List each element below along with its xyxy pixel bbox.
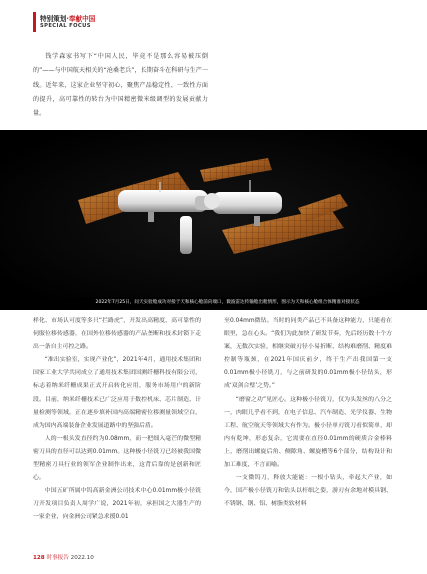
page-header bbox=[33, 12, 393, 42]
magazine-name: 时事报告 bbox=[46, 555, 69, 561]
section-dot: · bbox=[66, 15, 69, 23]
header-accent-bar bbox=[33, 12, 36, 32]
space-station-photo bbox=[0, 130, 427, 310]
section-subtitle: SPECIAL FOCUS bbox=[40, 23, 91, 29]
left-paragraph-3: 人的一根头发直径约为0.08mm，而一把细入毫芒的微型精密刀具的直径可以达到0.01mm。这种极小径铣刀已经被我国微型精密刀具行业的领军企业制作出来，这背后靠的是创新和匠心。 bbox=[33, 435, 201, 482]
page-number: 128 bbox=[33, 555, 45, 561]
photo-caption-text: 2022年7月25日，问天实验舱成功对接于天和核心舱前向端口，微波雷达传输舱出舱情形，图示为天和核心舱组合体精准对接状态 bbox=[95, 299, 360, 305]
section-title bbox=[40, 13, 95, 23]
photo-caption bbox=[60, 297, 395, 308]
section-topic: 奉献中国 bbox=[68, 15, 96, 23]
left-paragraph-4: 中国五矿所属中钨高新金洲公司技术中心0.01mm极小径铣刀开发项目负责人周学广说，2021年初，承担国之大器生产的一家企业，向金洲公司紧急求援0.01 bbox=[33, 488, 201, 521]
intro-block bbox=[33, 50, 208, 121]
right-paragraph-3: 一支微钨刀，释放大能能：一根小钻头，牵起大产业，如今，国产极小径铣刀和钻头以杆细之姿，游刃有余地对模具钢、不锈钢、钢、铝、树脂类软材料 bbox=[224, 475, 392, 508]
article-column-right bbox=[224, 315, 392, 511]
article-column-left bbox=[33, 315, 201, 525]
section-name: 特别策划 bbox=[40, 15, 67, 23]
left-paragraph-2: “准出实验室，实现产业化”，2021年4月，通用技术集团和国家工业大学共同成立了通用技术集团国测纤栅科技有限公司，标志着纳米纤栅成果正式开启转化应用，服务市场用户的新阶段。目前，纳米纤栅技术已广泛应用于数控机床、芯片制造、计量检测等领域，正在逐步填补国内高端精密位移测量领域空白，成为国内高端装备企业发展道路中的坚强后盾。 bbox=[33, 357, 201, 429]
space-station-illustration bbox=[0, 130, 427, 310]
right-paragraph-2: “磨窗之功”见匠心。这种极小径铣刀，仅为头发丝的八分之一，肉眼几乎看不到，在电子信息、汽车制造、光学仪器、生物工程、航空航天等领域大有作为。极小径单刃铣刀看似简单，却内有乾坤，形态复杂，它需要在直径0.01mm的硬质合金棒料上，磨削出螺旋后角、侧隙角、螺旋槽等6个部分，结构设计和加工难度，不言而喻。 bbox=[224, 396, 392, 469]
left-paragraph-1: 样化、市场认可度等多只“拦路虎”，开发出高精度、高可靠性的伺服位移传感器，在国外位移传感器的产品垄断和技术封锁下走出一条自主可控之路。 bbox=[33, 318, 201, 351]
right-paragraph-1: 至0.04mm微钻。当时的同类产品已不具备这种能力，只能看在眼里，急在心头。“我们为此加快了研发节奏，先后经历数十个方案，无数次实验，相继突破刃径小易折断、结构难磨削、精度难控制等瓶颈，在2021年国庆前夕，终于生产出我国第一支0.01mm极小径铣刀，与之前研发的0.01mm极小径钻头，形成‘双剑合璧’之势。” bbox=[224, 318, 392, 390]
page-footer bbox=[33, 553, 94, 561]
issue-date: 2022.10 bbox=[70, 555, 94, 561]
intro-paragraph: 钱学森家书写下“中国人民，毕竟不是那么容易被压倒的”——与中国航天相关的“沧桑老兵”，长期奋斗在科研与生产一线。近年来，这家企业坚守初心，聚焦产品稳定性、一致性方面的提升，高可靠性的转台为中国精密微米级调型的发展贡献力量。 bbox=[33, 53, 208, 118]
